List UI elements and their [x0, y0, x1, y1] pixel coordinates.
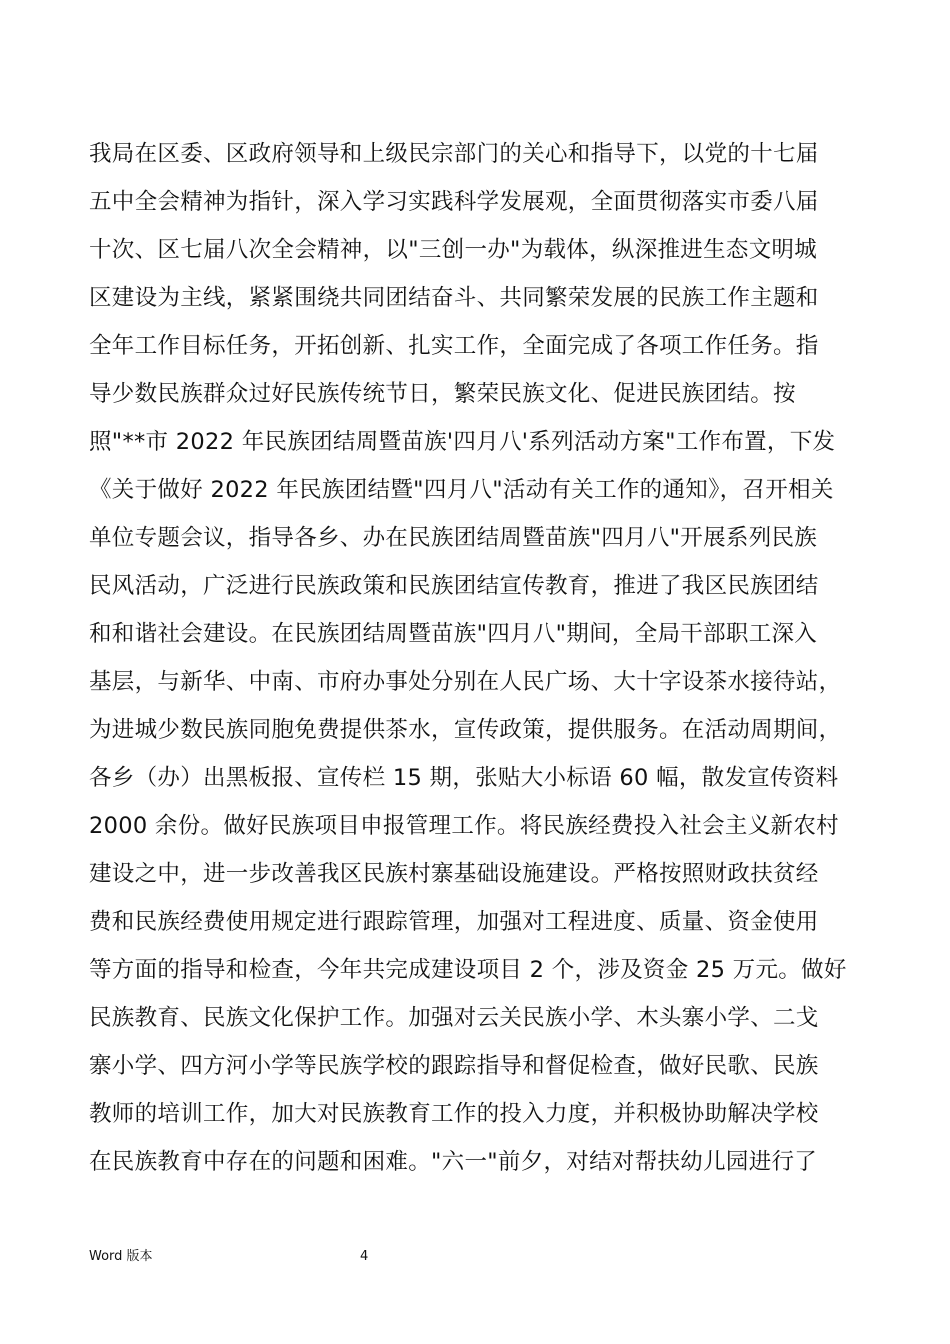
text-line: 我局在区委、区政府领导和上级民宗部门的关心和指导下，以党的十七届 [89, 141, 819, 167]
text-line: 《关于做好 2022 年民族团结暨"四月八"活动有关工作的通知》，召开相关 [89, 477, 834, 503]
text-line: 2000 余份。做好民族项目申报管理工作。将民族经费投入社会主义新农村 [89, 813, 839, 839]
text-line: 寨小学、四方河小学等民族学校的跟踪指导和督促检查，做好民歌、民族 [89, 1053, 819, 1079]
footer-label: Word 版本 [89, 1249, 153, 1264]
page-number: 4 [360, 1249, 369, 1264]
text-line: 区建设为主线，紧紧围绕共同团结奋斗、共同繁荣发展的民族工作主题和 [89, 285, 819, 311]
text-line: 基层，与新华、中南、市府办事处分别在人民广场、大十字设茶水接待站， [89, 669, 842, 695]
text-line: 为进城少数民族同胞免费提供茶水，宣传政策，提供服务。在活动周期间， [89, 717, 842, 743]
text-line: 五中全会精神为指针，深入学习实践科学发展观，全面贯彻落实市委八届 [89, 189, 819, 215]
text-line: 和和谐社会建设。在民族团结周暨苗族"四月八"期间，全局干部职工深入 [89, 621, 818, 647]
text-line: 十次、区七届八次全会精神，以"三创一办"为载体，纵深推进生态文明城 [89, 237, 818, 263]
text-line: 单位专题会议，指导各乡、办在民族团结周暨苗族"四月八"开展系列民族 [89, 525, 818, 551]
text-line: 在民族教育中存在的问题和困难。"六一"前夕，对结对帮扶幼儿园进行了 [89, 1149, 818, 1175]
text-line: 民族教育、民族文化保护工作。加强对云关民族小学、木头寨小学、二戈 [89, 1005, 819, 1031]
body-text [89, 130, 879, 1186]
text-line: 等方面的指导和检查，今年共完成建设项目 2 个，涉及资金 25 万元。做好 [89, 957, 847, 983]
text-line: 费和民族经费使用规定进行跟踪管理，加强对工程进度、质量、资金使用 [89, 909, 819, 935]
text-line: 各乡（办）出黑板报、宣传栏 15 期，张贴大小标语 60 幅，散发宣传资料 [89, 765, 839, 791]
text-line: 民风活动，广泛进行民族政策和民族团结宣传教育，推进了我区民族团结 [89, 573, 819, 599]
text-line: 建设之中，进一步改善我区民族村寨基础设施建设。严格按照财政扶贫经 [89, 861, 819, 887]
text-line: 全年工作目标任务，开拓创新、扎实工作，全面完成了各项工作任务。指 [89, 333, 819, 359]
text-line: 照"**市 2022 年民族团结周暨苗族'四月八'系列活动方案"工作布置，下发 [89, 429, 836, 455]
text-line: 教师的培训工作，加大对民族教育工作的投入力度，并积极协助解决学校 [89, 1101, 819, 1127]
text-line: 导少数民族群众过好民族传统节日，繁荣民族文化、促进民族团结。按 [89, 381, 796, 407]
